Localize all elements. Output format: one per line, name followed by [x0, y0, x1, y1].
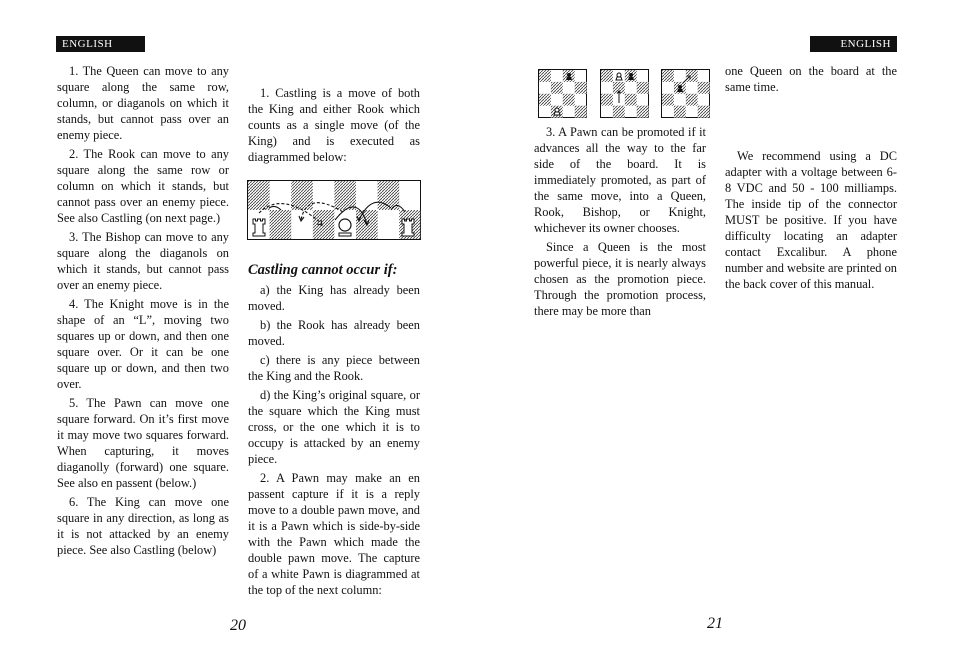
castling-conditions-column [248, 262, 420, 601]
page-number-left: 20 [230, 617, 246, 634]
pawn-paragraph: 5. The Pawn can move one square forward. On it’s first move it may move two squares forward. When capturing, it moves diaganolly (forward) one square. See also en passent (below.) [57, 396, 229, 490]
condition-b: b) the Rook has already been moved. [248, 318, 420, 348]
page-number-right: 21 [707, 615, 723, 632]
piece-moves-column [57, 63, 229, 561]
condition-a: a) the King has already been moved. [248, 283, 420, 313]
board-3 [662, 70, 710, 118]
rook-icon [253, 219, 265, 236]
bishop-paragraph: 3. The Bishop can move to any square along the diaganols on which it stands, but cannot pass over an enemy piece. [57, 230, 229, 292]
language-tag-left: ENGLISH [56, 36, 145, 52]
king-paragraph: 6. The King can move one square in any direction, as long as it is not attacked by an enemy piece. See also Castling (below) [57, 495, 229, 557]
adapter-column [725, 148, 897, 295]
condition-d: d) the King’s original square, or the square which the King must cross, or the one which it is to occupy is attacked by an enemy piece. [248, 388, 420, 466]
board-2 [601, 70, 649, 118]
rook-icon [402, 219, 414, 236]
right-column [725, 63, 897, 98]
white-pawn-icon [616, 73, 622, 80]
castling-heading: Castling cannot occur if: [248, 262, 398, 278]
board-1 [539, 70, 587, 118]
queen-paragraph: 1. The Queen can move to any square along the same row, column, or diaganols on which it stands, but cannot pass over an enemy piece. [57, 64, 229, 142]
condition-c: c) there is any piece between the King and the Rook. [248, 353, 420, 383]
en-passant-diagram [538, 69, 710, 119]
continuation-paragraph: one Queen on the board at the same time. [725, 64, 897, 94]
castling-diagram [247, 180, 421, 240]
castling-intro: 1. Castling is a move of both the King and either Rook which counts as a single move (of the King) and is executed as diagrammed below: [248, 86, 420, 164]
king-icon [339, 219, 351, 236]
castling-column [248, 85, 420, 168]
queen-choice-paragraph: Since a Queen is the most powerful piece, it is nearly always chosen as the promotion piece. Through the promotion process, there may be more than [534, 240, 706, 318]
en-passant-paragraph: 2. A Pawn may make an en passent capture if it is a reply move to a double pawn move, and it is a Pawn which is side-by-side with the Pawn which made the double pawn move. The capture of a white Pawn is diagrammed at the top of the next column: [248, 471, 420, 597]
promotion-column [534, 124, 706, 322]
promotion-paragraph: 3. A Pawn can be promoted if it advances all the way to the far side of the board. It is immediately promoted, as part of the same move, into a Queen, Rook, Bishop, or Knight, whichever its owner chooses. [534, 125, 706, 235]
white-pawn-icon [554, 108, 560, 115]
knight-paragraph: 4. The Knight move is in the shape of an “L”, moving two squares up or down, and then one square over. Or it can be one square up or down, and then two over. [57, 297, 229, 391]
rook-paragraph: 2. The Rook can move to any square along the same row or column on which it stands, but cannot pass over an enemy piece. See also Castling (on next page.) [57, 147, 229, 225]
language-tag-right: ENGLISH [810, 36, 897, 52]
adapter-paragraph: We recommend using a DC adapter with a voltage between 6-8 VDC and 50 - 100 milliamps. The inside tip of the connector MUST be positive. If you have difficulty locating an adapter contact Excalibur. A phone number and website are printed on the back cover of this manual. [725, 149, 897, 291]
